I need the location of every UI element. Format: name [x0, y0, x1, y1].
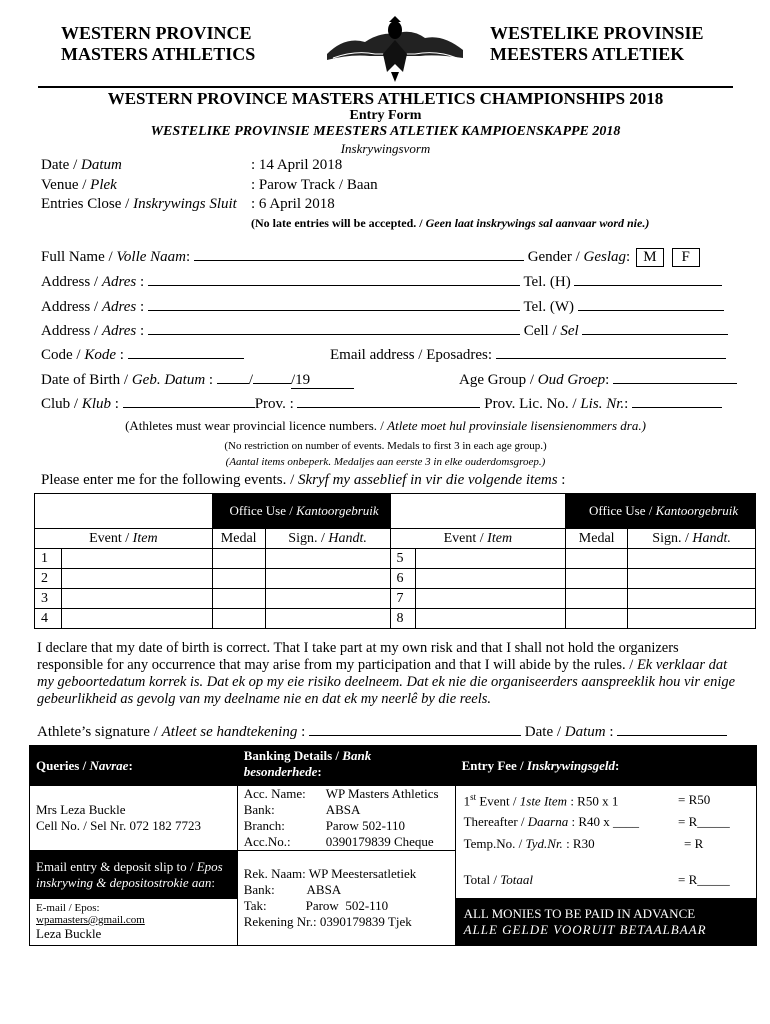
event-number: 6 — [390, 569, 416, 589]
prov-field[interactable] — [297, 392, 480, 408]
gender-label-af: Geslag — [583, 249, 626, 265]
banking-label-af: Bank besonderhede — [243, 748, 372, 779]
full-name-label: Full Name / — [41, 249, 117, 265]
tel-h-field[interactable] — [574, 270, 722, 286]
age-group-field[interactable] — [613, 368, 737, 384]
venue-label-af: Plek — [90, 177, 117, 193]
fee-first-pre: 1 — [463, 793, 471, 809]
bank-af-row: Tak: Parow 502-110 — [243, 898, 389, 913]
fee-after-calc: : R40 x ____ — [568, 814, 640, 829]
bank-row-label: Acc.No.: — [243, 834, 291, 849]
address-label: Address / — [41, 299, 102, 315]
licence-note-af: Atlete moet hul provinsiale lisensienommers dra.) — [387, 418, 646, 433]
bank-row-label: Branch: — [243, 818, 285, 833]
subtitle-en: Entry Form — [349, 108, 422, 123]
bank-row — [244, 786, 449, 802]
code-label: Code / — [41, 347, 85, 363]
venue-row — [41, 177, 117, 194]
gender-label: Gender / — [527, 249, 584, 265]
contact-name: Mrs Leza Buckle — [36, 802, 126, 817]
event-field[interactable] — [61, 609, 212, 629]
fee-temp-calc: : R30 — [562, 836, 595, 851]
licence-note — [38, 418, 733, 434]
sign-field — [628, 549, 756, 569]
advance-en: ALL MONIES TO BE PAID IN ADVANCE — [463, 906, 696, 921]
event-row — [35, 589, 756, 609]
email-label: Email address / Eposadres: — [330, 347, 493, 363]
office-use-label: Office Use / — [229, 503, 297, 518]
late-note-af: Geen laat inskrywings sal aanvaar word nie.) — [425, 216, 650, 230]
licence-note-en: (Athletes must wear provincial licence numbers. / — [125, 418, 388, 433]
events-office-header-row — [35, 494, 756, 529]
sign-col-header-right — [628, 529, 756, 549]
fee-total-row — [464, 872, 748, 888]
email-entry-cell — [30, 851, 238, 899]
email-name: Leza Buckle — [36, 926, 102, 941]
address-row-3: Address / Adres : Cell / Sel — [41, 319, 728, 340]
club-row: Club / Klub : Prov. : Prov. Lic. No. / Lis. Nr.: — [41, 392, 722, 413]
footer-table — [29, 745, 757, 946]
sign-field — [265, 609, 390, 629]
office-use-label-af: Kantoorgebruik — [655, 503, 739, 518]
signature-label-end: : — [297, 724, 306, 740]
address-field-1[interactable] — [148, 270, 520, 286]
address-row-2: Address / Adres : Tel. (W) — [41, 295, 724, 316]
fee-after-af: Daarna — [527, 814, 569, 829]
event-col-header-right — [390, 529, 566, 549]
sign-col-label-af: Handt. — [328, 530, 367, 546]
queries-header — [30, 746, 238, 786]
full-name-row: Full Name / Volle Naam: Gender / Geslag: M F — [41, 245, 700, 267]
event-number: 1 — [35, 549, 62, 569]
fee-first-sup: st — [470, 792, 477, 802]
full-name-label-af: Volle Naam — [116, 249, 187, 265]
office-use-label: Office Use / — [589, 503, 656, 518]
address-label: Address / — [41, 274, 102, 290]
header-right — [490, 23, 704, 65]
header-left-line1: WESTERN PROVINCE — [61, 23, 252, 43]
full-name-field[interactable] — [194, 245, 524, 261]
event-number: 8 — [390, 609, 416, 629]
title-en: WESTERN PROVINCE MASTERS ATHLETICS CHAMPIONSHIPS 2018 — [107, 89, 664, 108]
address-field-2[interactable] — [148, 295, 520, 311]
sign-col-label: Sign. / — [288, 530, 329, 546]
sign-field — [628, 569, 756, 589]
banking-header — [237, 746, 455, 786]
address-row-1: Address / Adres : Tel. (H) — [41, 270, 722, 291]
declaration-af: Ek verklaar dat my geboortedatum korrek is. Dat ek op my eie risiko deelneem. Dat ek nie die organiseerders aanspreeklik hou vir enige gebeurlikheid as gevolg van my deelname nie en dat ek my neerlê by die reels. — [37, 657, 736, 707]
event-field[interactable] — [416, 569, 566, 589]
event-col-label-af: Item — [487, 530, 513, 546]
bank-en-cell — [237, 786, 455, 851]
bank-af-row: Rek. Naam: WP Meestersatletiek — [243, 866, 417, 881]
bank-af-cell — [237, 851, 455, 946]
banking-label-end: : — [317, 764, 322, 779]
event-col-header — [35, 529, 213, 549]
close-label-af: Inskrywings Sluit — [133, 196, 237, 212]
sign-field — [265, 569, 390, 589]
fee-total-value: = R_____ — [678, 872, 730, 887]
fee-after-en: Thereafter / — [463, 814, 528, 829]
header-left-line2: MASTERS ATHLETICS — [61, 44, 256, 64]
advance-af: ALLE GELDE VOORUIT BETAALBAAR — [463, 922, 707, 937]
please-enter-en: Please enter me for the following events. / — [41, 472, 299, 488]
event-number: 7 — [390, 589, 416, 609]
bank-row — [244, 818, 449, 834]
date-value: : 14 April 2018 — [251, 157, 343, 173]
bank-row-label: Acc. Name: — [243, 786, 306, 801]
close-label: Entries Close / — [41, 196, 134, 212]
date-label: Date / — [41, 157, 81, 173]
medal-col-header-right: Medal — [566, 529, 628, 549]
prov-label: Prov. : — [254, 396, 294, 412]
address-field-3[interactable] — [148, 319, 520, 335]
declaration-text — [37, 640, 737, 708]
footer-header-row — [30, 746, 757, 786]
fee-header — [455, 746, 756, 786]
email-entry-en: Email entry & deposit slip to / — [36, 858, 197, 874]
tel-w-label: Tel. (W) — [523, 299, 575, 315]
event-field[interactable] — [416, 589, 566, 609]
bank-af-row: Bank: ABSA — [243, 882, 342, 897]
office-use-label-af: Kantoorgebruik — [296, 503, 379, 518]
dob-label-af: Geb. Datum — [131, 372, 206, 388]
medal-field — [212, 609, 265, 629]
medal-field — [566, 609, 628, 629]
bank-row-label: Bank: — [243, 802, 275, 817]
fee-temp-total: = R — [684, 836, 704, 851]
venue-label: Venue / — [41, 177, 91, 193]
please-enter-text — [41, 472, 565, 489]
gender-m-box[interactable]: M — [636, 248, 664, 267]
fee-total-af: Totaal — [500, 872, 533, 887]
sign-field — [265, 589, 390, 609]
late-note — [251, 216, 649, 231]
bank-row — [244, 834, 449, 850]
contact-cell — [30, 786, 238, 851]
event-number: 3 — [35, 589, 62, 609]
date-row — [41, 157, 122, 174]
dob-year-field[interactable]: /19 — [291, 372, 354, 389]
address-label-af: Adres — [101, 299, 137, 315]
events-column-header-row — [35, 529, 756, 549]
subtitle-af: Inskrywingsvorm — [340, 141, 431, 156]
club-label-af: Klub — [81, 396, 112, 412]
dob-row: Date of Birth / Geb. Datum : / /19 — [41, 368, 354, 389]
event-field[interactable] — [416, 609, 566, 629]
age-group-row: Age Group / Oud Groep: — [459, 368, 737, 389]
medal-col-header: Medal — [212, 529, 265, 549]
advance-payment-cell — [455, 899, 756, 946]
club-label: Club / — [41, 396, 82, 412]
email-address-link[interactable]: wpamasters@gmail.com — [36, 914, 145, 926]
fee-first-calc: : R50 x 1 — [567, 793, 619, 809]
fee-first-row — [464, 792, 748, 814]
date-sign-field[interactable] — [617, 720, 727, 736]
email-field[interactable] — [496, 343, 726, 359]
close-row — [41, 196, 237, 213]
address-label-af: Adres — [101, 323, 137, 339]
sign-col-label-af: Handt. — [692, 530, 731, 546]
footer-row-2 — [30, 786, 757, 851]
queries-label-af: Navrae — [89, 757, 129, 773]
fee-label-af: Inskrywingsgeld — [526, 757, 616, 773]
cell-field[interactable] — [582, 319, 728, 335]
event-field[interactable] — [61, 569, 212, 589]
date-sign-label-end: : — [605, 724, 614, 740]
email-label: E-mail / Epos: — [36, 902, 100, 914]
medal-field — [212, 589, 265, 609]
sign-col-label: Sign. / — [652, 530, 693, 546]
declaration-en: I declare that my date of birth is correct. That I take part at my own risk and that I shall not hold the organizers responsible for any occurrence that may arise from my participation and that I will abide by the rules. / — [37, 640, 679, 673]
please-enter-end: : — [557, 472, 566, 488]
fee-temp-af: Tyd.Nr. — [525, 836, 563, 851]
dob-month-field[interactable] — [253, 368, 291, 384]
contact-cell-number: Cell No. / Sel Nr. 072 182 7723 — [36, 818, 202, 833]
banking-label: Banking Details / — [243, 748, 343, 763]
late-note-en: (No late entries will be accepted. / — [251, 216, 426, 230]
fee-label-end: : — [615, 757, 620, 773]
office-use-left — [212, 494, 390, 529]
event-number: 4 — [35, 609, 62, 629]
signature-label-af: Atleet se handtekening — [161, 724, 298, 740]
events-table — [34, 493, 756, 629]
fee-first-af: 1ste Item — [519, 793, 568, 809]
club-field[interactable] — [123, 392, 255, 408]
fee-label: Entry Fee / — [461, 757, 527, 773]
email-row — [330, 343, 726, 364]
tel-h-label: Tel. (H) — [523, 274, 571, 290]
fee-first-total: = R50 — [678, 792, 711, 807]
bank-row-value: Parow 502-110 — [325, 818, 406, 833]
prov-lic-field[interactable] — [632, 392, 722, 408]
date-sign-label: Date / — [524, 724, 565, 740]
queries-label: Queries / — [36, 757, 90, 773]
dob-label: Date of Birth / — [41, 372, 132, 388]
address-label-af: Adres — [101, 274, 137, 290]
event-number: 5 — [390, 549, 416, 569]
fee-after-row — [464, 814, 748, 836]
event-number: 2 — [35, 569, 62, 589]
event-col-label-af: Item — [132, 530, 158, 546]
address-label: Address / — [41, 323, 102, 339]
bank-row-value: ABSA — [325, 802, 361, 817]
office-use-right — [566, 494, 756, 529]
sign-field — [628, 609, 756, 629]
email-entry-af: Epos inskrywing & depositostrokie aan — [36, 858, 223, 890]
bank-row-value: 0390179839 Cheque — [325, 834, 434, 849]
sign-field — [265, 549, 390, 569]
medal-field — [566, 549, 628, 569]
email-entry-end: : — [211, 874, 215, 890]
venue-value: : Parow Track / Baan — [251, 177, 378, 193]
bank-row-value: WP Masters Athletics — [325, 786, 439, 801]
event-row — [35, 549, 756, 569]
restriction-note-af: (Aantal items onbeperk. Medaljes aan eerste 3 in elke ouderdomsgroep.) — [225, 456, 546, 468]
tel-w-field[interactable] — [578, 295, 724, 311]
event-row — [35, 569, 756, 589]
header-divider — [38, 86, 733, 88]
fee-first-en: Event / — [476, 793, 520, 809]
age-group-label-af: Oud Groep — [537, 372, 606, 388]
close-value: : 6 April 2018 — [251, 196, 335, 212]
medal-field — [566, 589, 628, 609]
code-label-af: Kode — [84, 347, 117, 363]
event-field[interactable] — [416, 549, 566, 569]
bank-af-row: Rekening Nr.: 0390179839 Tjek — [243, 914, 412, 929]
code-row: Code / Kode : — [41, 343, 244, 364]
signature-label: Athlete’s signature / — [37, 724, 162, 740]
sign-field — [628, 589, 756, 609]
please-enter-af: Skryf my asseblief in vir die volgende items — [298, 472, 558, 488]
signature-field[interactable] — [309, 720, 521, 736]
header-right-line2: MEESTERS ATLETIEK — [490, 44, 685, 64]
event-field[interactable] — [61, 589, 212, 609]
events-blank-right — [390, 494, 566, 529]
code-field[interactable] — [128, 343, 244, 359]
medal-field — [212, 549, 265, 569]
date-label-af: Datum — [80, 157, 122, 173]
bank-row — [244, 802, 449, 818]
medal-field — [212, 569, 265, 589]
fee-temp-row — [464, 836, 748, 872]
date-sign-label-af: Datum — [564, 724, 606, 740]
fee-after-total: = R_____ — [678, 814, 730, 829]
events-blank-left — [35, 494, 213, 529]
fee-cell — [455, 786, 756, 899]
header-right-line1: WESTELIKE PROVINSIE — [490, 23, 704, 43]
header-left — [61, 23, 255, 65]
title-af: WESTELIKE PROVINSIE MEESTERS ATLETIEK KAMPIOENSKAPPE 2018 — [150, 124, 621, 139]
fee-temp-en: Temp.No. / — [463, 836, 526, 851]
cell-label: Cell / — [523, 323, 561, 339]
queries-label-end: : — [128, 757, 133, 773]
fee-total-en: Total / — [463, 872, 501, 887]
cell-label-af: Sel — [560, 323, 579, 339]
event-field[interactable] — [61, 549, 212, 569]
medal-field — [566, 569, 628, 589]
dob-day-field[interactable] — [217, 368, 249, 384]
event-col-label: Event / — [443, 530, 488, 546]
wp-masters-logo-emblem — [325, 14, 465, 82]
sign-col-header — [265, 529, 390, 549]
age-group-label: Age Group / — [459, 372, 538, 388]
event-row — [35, 609, 756, 629]
prov-lic-label: Prov. Lic. No. / — [484, 396, 581, 412]
prov-lic-label-af: Lis. Nr. — [580, 396, 625, 412]
email-address-cell — [30, 899, 238, 946]
restriction-note-en: (No restriction on number of events. Medals to first 3 in each age group.) — [224, 440, 547, 452]
gender-f-box[interactable]: F — [672, 248, 700, 267]
signature-row — [37, 720, 727, 741]
event-col-label: Event / — [89, 530, 133, 546]
